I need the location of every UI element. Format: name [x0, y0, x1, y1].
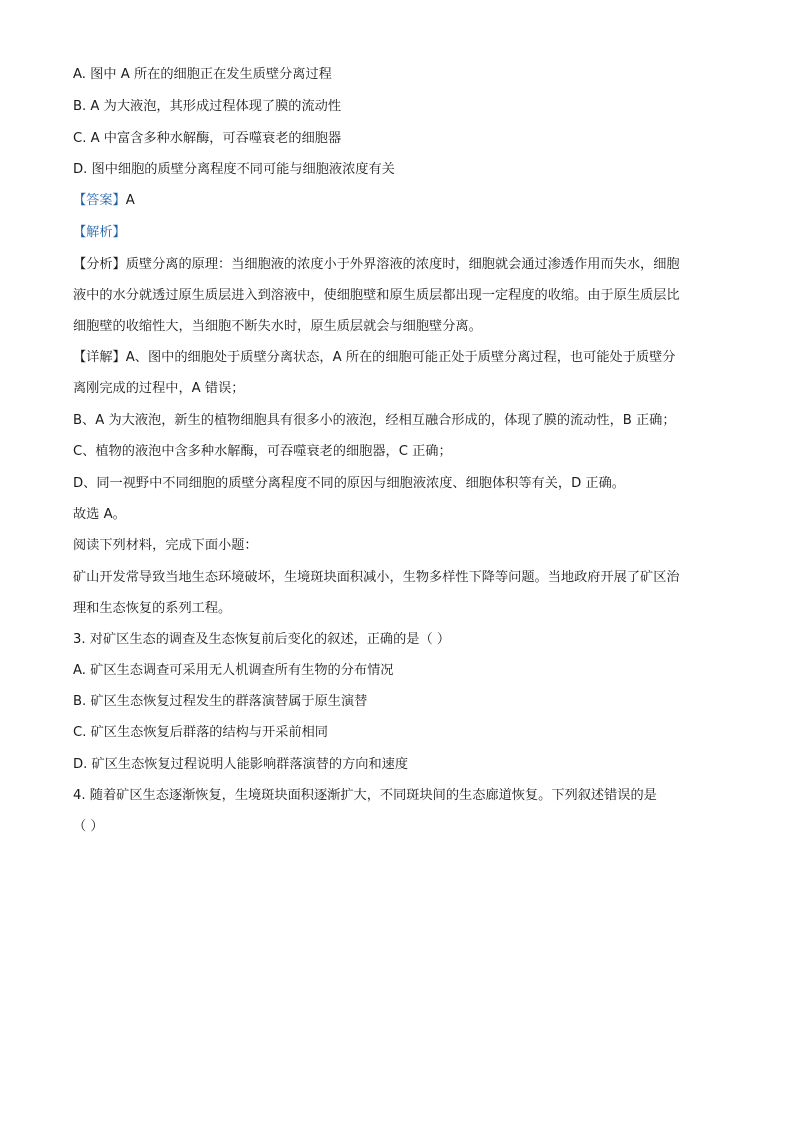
- material-line-1: 矿山开发常导致当地生态环境破坏，生境斑块面积减小，生物多样性下降等问题。当地政府开展了矿区治: [73, 570, 680, 585]
- fenxi-line-2: 液中的水分就透过原生质层进入到溶液中，使细胞壁和原生质层都出现一定程度的收缩。由于原生质层比: [73, 288, 680, 303]
- q3-option-c: C. 矿区生态恢复后群落的结构与开采前相同: [73, 725, 328, 740]
- q2-option-b: B. A 为大液泡，其形成过程体现了膜的流动性: [73, 99, 342, 114]
- answer-value: A: [125, 193, 135, 208]
- xiangjie-text-1: A、图中的细胞处于质壁分离状态，A 所在的细胞可能正处于质壁分离过程，也可能处于质壁分: [125, 350, 676, 365]
- q3-stem: 3. 对矿区生态的调查及生态恢复前后变化的叙述，正确的是（ ）: [73, 632, 451, 647]
- material-intro: 阅读下列材料，完成下面小题：: [73, 538, 258, 553]
- answer-line: [73, 193, 135, 209]
- q2-option-d: D. 图中细胞的质壁分离程度不同可能与细胞液浓度有关: [73, 162, 395, 177]
- fenxi-line-3: 细胞壁的收缩性大，当细胞不断失水时，原生质层就会与细胞壁分离。: [73, 319, 482, 334]
- xiangjie-line-3: B、A 为大液泡，新生的植物细胞具有很多小的液泡，经相互融合形成的，体现了膜的流动性，B 正确；: [73, 413, 676, 428]
- conclusion-line: 故选 A。: [73, 507, 126, 522]
- fenxi-line-1: [73, 257, 680, 273]
- material-line-2: 理和生态恢复的系列工程。: [73, 601, 232, 616]
- q3-option-a: A. 矿区生态调查可采用无人机调查所有生物的分布情况: [73, 663, 394, 678]
- q2-option-a: A. 图中 A 所在的细胞正在发生质壁分离过程: [73, 67, 332, 82]
- xiangjie-line-4: C、植物的液泡中含多种水解酶，可吞噬衰老的细胞器，C 正确；: [73, 444, 452, 459]
- q2-option-c: C. A 中富含多种水解酶，可吞噬衰老的细胞器: [73, 131, 342, 146]
- q3-option-d: D. 矿区生态恢复过程说明人能影响群落演替的方向和速度: [73, 757, 409, 772]
- analysis-tag: 【解析】: [73, 225, 126, 240]
- xiangjie-line-1: [73, 350, 675, 366]
- xiangjie-line-5: D、同一视野中不同细胞的质壁分离程度不同的原因与细胞液浓度、细胞体积等有关，D 正确。: [73, 476, 625, 491]
- q3-option-b: B. 矿区生态恢复过程发生的群落演替属于原生演替: [73, 694, 368, 709]
- xiangjie-tag: 【详解】: [73, 350, 126, 365]
- fenxi-tag: 【分析】: [73, 257, 126, 272]
- analysis-heading: [73, 225, 126, 241]
- q4-stem-line-1: 4. 随着矿区生态逐渐恢复，生境斑块面积逐渐扩大，不同斑块间的生态廊道恢复。下列叙述错误的是: [73, 788, 657, 803]
- xiangjie-line-2: 离刚完成的过程中，A 错误；: [73, 381, 245, 396]
- fenxi-text-1: 质壁分离的原理：当细胞液的浓度小于外界溶液的浓度时，细胞就会通过渗透作用而失水，细胞: [125, 257, 680, 272]
- q4-stem-line-2: （ ）: [73, 819, 104, 834]
- answer-tag: 【答案】: [73, 193, 126, 208]
